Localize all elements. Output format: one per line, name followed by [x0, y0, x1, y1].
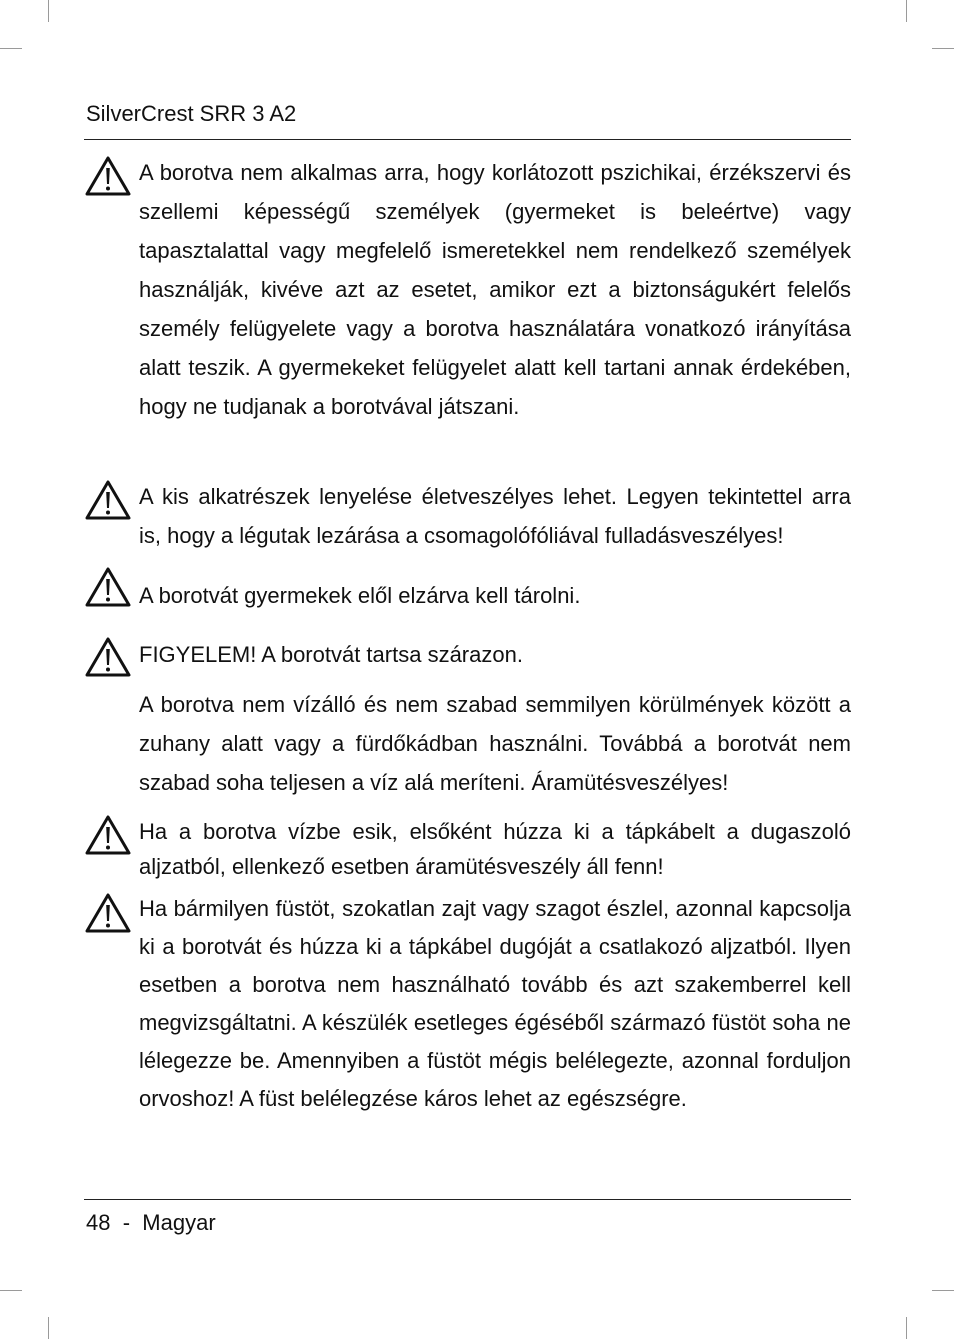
warning-text: Ha bármilyen füstöt, szokatlan zajt vagy szagot észlel, azonnal kapcsolja ki a borotvát és húzza ki a tápkábel dugóját a csatlakozó aljzatból. Ilyen esetben a borotva nem használható tovább és azt szakemberrel kell megvizsgáltatni. A készülék esetleges égéséből származó füstöt soha ne lélegezze be. Amennyiben a füstöt mégis belélegezte, azonnal forduljon orvoshoz! A füst belélegzése káros lehet az egészségre.	[139, 896, 851, 1111]
warning-text: A borotvát gyermekek elől elzárva kell tárolni.	[139, 583, 581, 608]
page-number: 48	[86, 1210, 111, 1235]
warning-text: FIGYELEM! A borotvát tartsa szárazon.	[139, 642, 523, 667]
warning-triangle-icon	[84, 155, 132, 197]
crop-mark	[906, 0, 907, 22]
warning-text: A kis alkatrészek lenyelése életveszélyes lehet. Legyen tekintettel arra is, hogy a légutak lezárása a csomagolófóliával fulladásveszélyes!	[139, 484, 851, 548]
warning-text: Ha a borotva vízbe esik, elsőként húzza ki a tápkábelt a dugaszoló aljzatból, ellenkező esetben áramütésveszély áll fenn!	[139, 819, 851, 879]
warning-triangle-icon	[84, 479, 132, 521]
crop-mark	[906, 1317, 907, 1339]
warning-triangle-icon	[84, 636, 132, 678]
warning-triangle-icon	[84, 566, 132, 608]
crop-mark	[0, 1290, 22, 1291]
warning-followup-text: A borotva nem vízálló és nem szabad semmilyen körülmények között a zuhany alatt vagy a fürdőkádban használni. Továbbá a borotvát nem szabad soha teljesen a víz alá meríteni. Áramütésveszélyes!	[139, 692, 851, 795]
crop-mark	[932, 1290, 954, 1291]
warning-triangle-icon	[84, 814, 132, 856]
warning-text: A borotva nem alkalmas arra, hogy korlátozott pszichikai, érzékszervi és szellemi képességű személyek (gyermeket is beleértve) vagy tapasztalattal vagy megfelelő ismeretekkel nem rendelkező személyek használják, kivéve azt az esetet, amikor ezt a biztonságukért felelős személy felügyelete vagy a borotva használatára vonatkozó irányítása alatt teszik. A gyermekeket felügyelet alatt kell tartani annak érdekében, hogy ne tudjanak a borotvával játszani.	[139, 160, 851, 419]
page-header-title: SilverCrest SRR 3 A2	[86, 101, 297, 126]
page-footer	[86, 1208, 216, 1238]
footer-rule	[84, 1199, 851, 1200]
crop-mark	[48, 0, 49, 22]
crop-mark	[932, 48, 954, 49]
warning-triangle-icon	[84, 892, 132, 934]
crop-mark	[0, 48, 22, 49]
header-rule	[84, 139, 851, 140]
crop-mark	[48, 1317, 49, 1339]
footer-language: Magyar	[142, 1210, 216, 1235]
footer-separator: -	[122, 1210, 131, 1235]
